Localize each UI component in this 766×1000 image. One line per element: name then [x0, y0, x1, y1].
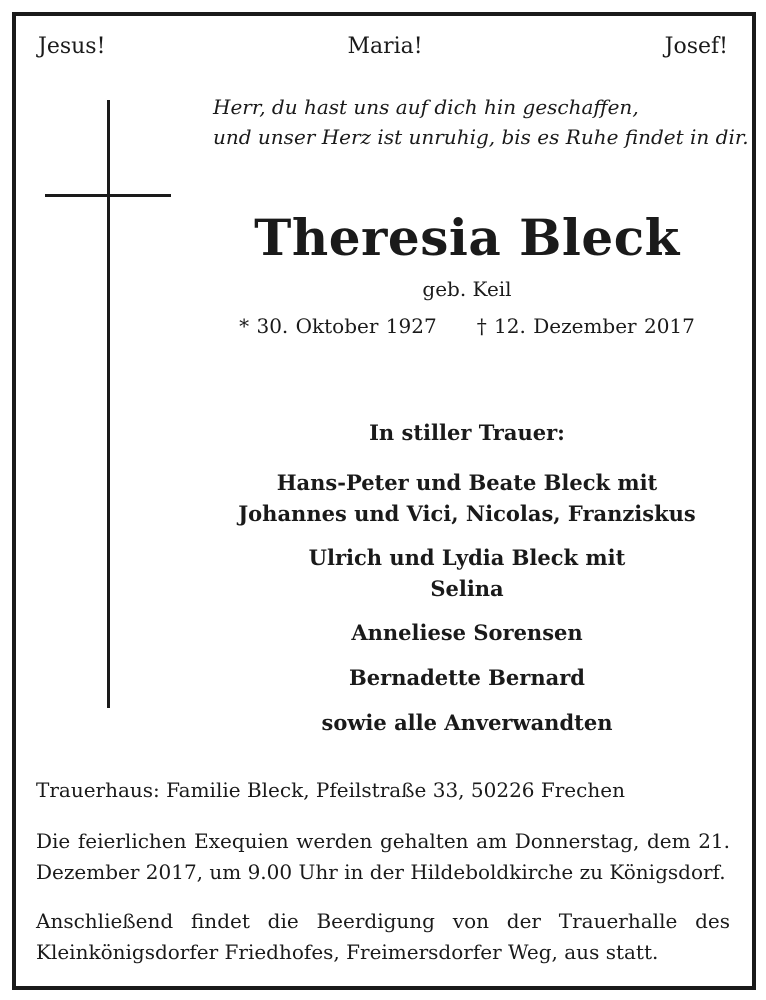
- invocation-header: [38, 34, 728, 59]
- birth-date: * 30. Oktober 1927: [239, 314, 437, 338]
- mourner-line: Ulrich und Lydia Bleck mit: [308, 545, 626, 570]
- mourner-line: Bernadette Bernard: [349, 665, 585, 690]
- cross-icon-bar: [45, 194, 171, 197]
- quote-line-2: und unser Herz ist unruhig, bis es Ruhe findet in dir.: [213, 125, 749, 149]
- exequien-notice: Die feierlichen Exequien werden gehalten am Donnerstag, dem 21. Dezember 2017, um 9.00 Uhr in der Hildeboldkirche zu Königsdorf.: [36, 829, 730, 884]
- mourner-group: [200, 707, 734, 738]
- burial-notice: Anschließend findet die Beerdigung von der Trauerhalle des Kleinkönigsdorfer Friedhofes, Freimersdorfer Weg, aus statt.: [36, 909, 730, 964]
- mourner-group: [200, 617, 734, 648]
- mourner-line: Hans-Peter und Beate Bleck mit: [276, 470, 658, 495]
- mourner-line: sowie alle Anverwandten: [321, 710, 613, 735]
- invocation-josef: Josef!: [664, 34, 728, 59]
- mourner-line: Johannes und Vici, Nicolas, Franziskus: [238, 501, 696, 526]
- deceased-name: Theresia Bleck: [254, 208, 680, 267]
- death-date: † 12. Dezember 2017: [476, 314, 695, 338]
- mourners-list: [200, 467, 734, 751]
- trauerhaus-address: Trauerhaus: Familie Bleck, Pfeilstraße 33, 50226 Frechen: [36, 778, 625, 802]
- invocation-jesus: Jesus!: [38, 34, 106, 59]
- maiden-name: geb. Keil: [422, 277, 512, 301]
- mourner-group: [200, 662, 734, 693]
- mourner-line: Anneliese Sorensen: [351, 620, 583, 645]
- life-dates: [200, 314, 734, 338]
- quote-line-1: Herr, du hast uns auf dich hin geschaffen,: [213, 95, 639, 119]
- mourner-line: Selina: [430, 576, 504, 601]
- cross-icon: [107, 100, 110, 708]
- mourner-group: [200, 542, 734, 604]
- mourner-group: [200, 467, 734, 529]
- invocation-maria: Maria!: [347, 34, 423, 59]
- mourners-title: In stiller Trauer:: [369, 420, 565, 445]
- bible-quote: [213, 92, 749, 152]
